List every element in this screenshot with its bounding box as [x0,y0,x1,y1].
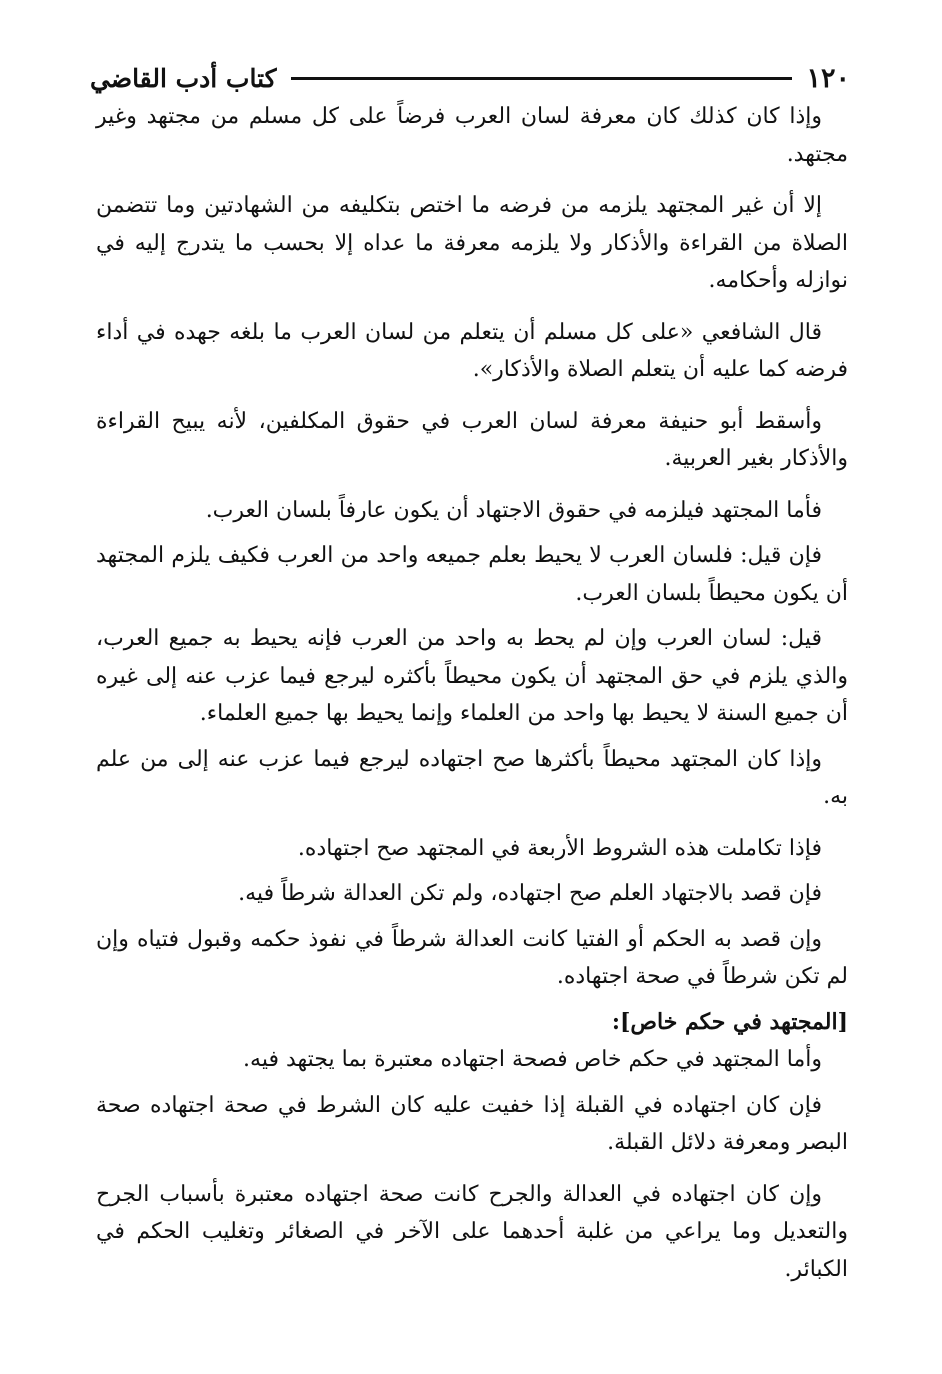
paragraph: قيل: لسان العرب وإن لم يحط به واحد من العرب فإنه يحيط به جميع العرب، والذي يلزم في حق المجتهد أن يكون محيطاً بأكثره ليرجع فيما عزب عنه إلى غيره أن جميع السنة لا يحيط بها واحد من العلماء وإنما يحيط بها جميع العلماء. [96,626,848,726]
paragraph: وأما المجتهد في حكم خاص فصحة اجتهاده معتبرة بما يجتهد فيه. [243,1047,822,1072]
paragraph: فإن قيل: فلسان العرب لا يحيط بعلم جميعه واحد من العرب فكيف يلزم المجتهد أن يكون محيطاً بلسان العرب. [96,543,848,606]
page-number: ١٢٠ [806,62,850,94]
page-body [96,98,848,1296]
paragraph: وإن كان اجتهاده في العدالة والجرح كانت صحة اجتهاده معتبرة بأسباب الجرح والتعديل وما يراعي من غلبة أحدهما على الآخر في الصغائر وتغليب الحكم في الكبائر. [96,1181,848,1282]
book-title: كتاب أدب القاضي [90,63,277,93]
paragraph: فإن قصد بالاجتهاد العلم صح اجتهاده، ولم تكن العدالة شرطاً فيه. [238,881,822,906]
paragraph: فأما المجتهد فيلزمه في حقوق الاجتهاد أن يكون عارفاً بلسان العرب. [205,497,822,523]
paragraph: وإذا كان المجتهد محيطاً بأكثرها صح اجتهاده ليرجع فيما عزب عنه إلى من علم به. [96,746,848,809]
paragraph: وإذا كان كذلك كان معرفة لسان العرب فرضاً على كل مسلم من مجتهد وغير مجتهد. [96,104,848,167]
paragraph: قال الشافعي «على كل مسلم أن يتعلم من لسان العرب ما بلغه جهده في أداء فرضه كما عليه أن يتعلم الصلاة والأذكار». [96,319,848,382]
section-heading: [المجتهد في حكم خاص]: [611,1008,848,1035]
paragraph: وأسقط أبو حنيفة معرفة لسان العرب في حقوق المكلفين، لأنه يبيح القراءة والأذكار بغير العربية. [96,408,848,471]
page-header [90,58,850,98]
header-rule [291,77,793,80]
paragraph: إلا أن غير المجتهد يلزمه من فرضه ما اختص بتكليفه من الشهادتين وما تتضمن الصلاة من القراءة والأذكار ولا يلزمه معرفة ما عداه إلا بحسب ما يتدرج إليه في نوازله وأحكامه. [96,193,848,293]
paragraph: وإن قصد به الحكم أو الفتيا كانت العدالة شرطاً في نفوذ حكمه وقبول فتياه وإن لم تكن شرطاً في صحة اجتهاده. [96,926,848,989]
paragraph: فإن كان اجتهاده في القبلة إذا خفيت عليه كان الشرط في صحة اجتهاده صحة البصر ومعرفة دلائل القبلة. [96,1092,848,1155]
paragraph: فإذا تكاملت هذه الشروط الأربعة في المجتهد صح اجتهاده. [297,835,822,861]
